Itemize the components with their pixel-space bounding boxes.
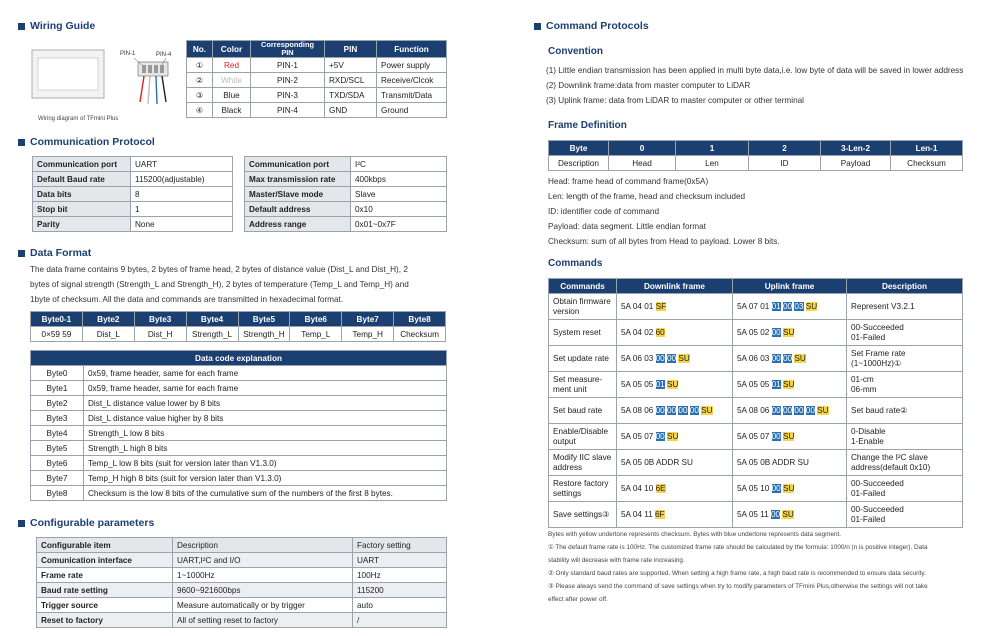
command-description: Change the I²C slave address(default 0x10) (847, 450, 963, 476)
uplink-frame: 5A 08 06 00 00 00 00 SU (733, 398, 847, 424)
downlink-frame: 5A 05 07 00 SU (617, 424, 733, 450)
uplink-frame: 5A 06 03 00 00 SU (733, 346, 847, 372)
config-heading: Configurable parameters (18, 517, 154, 529)
command-description: Set Frame rate (1~1000Hz)① (847, 346, 963, 372)
uplink-frame: 5A 05 10 00 SU (733, 476, 847, 502)
command-description: Represent V3.2.1 (847, 294, 963, 320)
comm-protocol-heading: Communication Protocol (18, 136, 155, 148)
uplink-frame: 5A 05 05 01 SU (733, 372, 847, 398)
config-table: Configurable item Description Factory setting Comunication interface UART,I²C and I/O UART Frame rate 1~1000Hz 100Hz Baud rate setting 9600~921600bps 115200 Trigger source Measure automatically or by trigger auto Reset to factory All of setting reset to factory / (36, 537, 447, 628)
uart-table: Communication port UART Default Baud rate 115200(adjustable) Data bits 8 Stop bit 1 Parity None (32, 156, 233, 232)
command-row (549, 294, 963, 320)
footnotes: Bytes with yellow undertone represents checksum. Bytes with blue undertone represents data segment. ① The default frame rate is 100Hz. The customized frame rate should be calculated by the formula: 1000/n (n is positive integer). Data stability will decrease with frame rate increasing. ② Only standard baud rates are supported. When setting a high frame rate, a high baud rate is recommended to ensure data security. ③ Please always send the command of save settings when try to modify parameters of TFmini Plus,otherwise the settings will not take effect after power off. (548, 531, 928, 603)
th-function: Function (377, 41, 447, 58)
command-row (549, 372, 963, 398)
wiring-diagram (30, 40, 180, 125)
wiring-header-row (187, 41, 447, 58)
command-row (549, 502, 963, 528)
wiring-row: ① Red PIN-1 +5V Power supply (187, 58, 447, 73)
downlink-frame: 5A 04 01 SF (617, 294, 733, 320)
command-row (549, 398, 963, 424)
th-pin: PIN (325, 41, 377, 58)
command-name: Restore factory settings (549, 476, 617, 502)
downlink-frame: 5A 04 02 60 (617, 320, 733, 346)
command-description: 00-Succeeded 01-Failed (847, 502, 963, 528)
commands-table: Commands Downlink frame Uplink frame Description Obtain firmware version 5A 04 01 SF 5A 07 01 01 00 03 SU Represent V3.2.1 System reset 5A 04 02 60 5A 05 02 00 SU 00-Succeeded 01-Failed Set update rate 5A 06 03 00 00 SU 5A 06 03 00 00 SU Set Frame rate (1~1000Hz)① Set measure- ment unit 5A 05 05 01 SU 5A 05 05 01 SU 01-cm 06-mm Set baud rate 5A 08 06 00 00 00 00 SU 5A 08 06 00 00 00 00 SU Set baud rate② Enable/Disable output 5A 05 07 00 SU 5A 05 07 00 SU 0-Disable 1-Enable Modify IIC slave address 5A 05 0B ADDR SU 5A 05 0B ADDR SU Change the I²C slave address(default 0x10) Restore factory settings 5A 04 10 6E 5A 05 10 00 SU 00-Succeeded 01-Failed Save settings③ 5A 04 11 6F 5A 05 11 00 SU 00-Succeeded 01-Failed (548, 278, 963, 528)
command-description: 00-Succeeded 01-Failed (847, 476, 963, 502)
uplink-frame: 5A 05 0B ADDR SU (733, 450, 847, 476)
i2c-table: Communication port I²C Max transmission rate 400kbps Master/Slave mode Slave Default address 0x10 Address range 0x01~0x7F (244, 156, 447, 232)
command-name: Obtain firmware version (549, 294, 617, 320)
command-name: Enable/Disable output (549, 424, 617, 450)
data-format-text: The data frame contains 9 bytes, 2 bytes of frame head, 2 bytes of distance value (Dist_L and Dist_H), 2 bytes of signal strength (Strength_L and Strength_H), 2 bytes of temperature (Temp_L and Temp_H) and 1byte of checksum. All the data and commands are transmitted in hexadecimal format. (30, 265, 409, 304)
convention-text: (1) Little endian transmission has been applied in multi byte data,i.e. low byte of data will be saved in lower address (2) Downlink frame:data from master computer to LiDAR (3) Uplink frame: data from LiDAR to master computer or other terminal (546, 66, 964, 105)
wiring-row: ④ Black PIN-4 GND Ground (187, 103, 447, 118)
pin4-label: PIN-4 (156, 52, 172, 58)
downlink-frame: 5A 04 10 6E (617, 476, 733, 502)
command-row (549, 476, 963, 502)
downlink-frame: 5A 05 05 01 SU (617, 372, 733, 398)
command-name: Set baud rate (549, 398, 617, 424)
command-description: 0-Disable 1-Enable (847, 424, 963, 450)
command-row (549, 424, 963, 450)
frame-table: Byte 0 1 2 3-Len-2 Len-1 Description Head Len ID Payload Checksum (548, 140, 963, 171)
command-name: Modify IIC slave address (549, 450, 617, 476)
uplink-frame: 5A 05 11 00 SU (733, 502, 847, 528)
command-row (549, 346, 963, 372)
command-name: Save settings③ (549, 502, 617, 528)
uplink-frame: 5A 05 02 00 SU (733, 320, 847, 346)
data-format-heading: Data Format (18, 247, 91, 259)
command-row (549, 320, 963, 346)
data-code-table: Data code explanation Byte0 0x59, frame header, same for each frame Byte1 0x59, frame header, same for each frame Byte2 Dist_L distance value lower by 8 bits Byte3 Dist_L distance value higher by 8 bits Byte4 Strength_L low 8 bits Byte5 Strength_L high 8 bits Byte6 Temp_L low 8 bits (suit for version later than V1.3.0) Byte7 Temp_H high 8 bits (suit for version later than V1.3.0) Byte8 Checksum is the low 8 bits of the cumulative sum of the numbers of the first 8 bytes. (30, 350, 447, 501)
command-description: 00-Succeeded 01-Failed (847, 320, 963, 346)
wiring-guide-heading: Wiring Guide (18, 20, 95, 32)
byte-table: Byte0-1 Byte2 Byte3 Byte4 Byte5 Byte6 Byte7 Byte8 0×59 59 Dist_L Dist_H Strength_L Strength_H Temp_L Temp_H Checksum (30, 311, 446, 342)
frame-def-heading: Frame Definition (548, 120, 627, 131)
pin1-label: PIN-1 (120, 51, 136, 57)
command-name: Set measure- ment unit (549, 372, 617, 398)
command-name: Set update rate (549, 346, 617, 372)
wiring-table (186, 40, 447, 118)
command-protocols-heading: Command Protocols (534, 20, 649, 32)
commands-heading: Commands (548, 258, 603, 269)
command-name: System reset (549, 320, 617, 346)
command-row (549, 450, 963, 476)
wiring-row: ③ Blue PIN-3 TXD/SDA Transmit/Data (187, 88, 447, 103)
wiring-row: ② White PIN-2 RXD/SCL Receive/Clcok (187, 73, 447, 88)
uplink-frame: 5A 07 01 01 00 03 SU (733, 294, 847, 320)
th-no: No. (187, 41, 213, 58)
downlink-frame: 5A 05 0B ADDR SU (617, 450, 733, 476)
th-corr-pin: Corresponding PIN (251, 41, 325, 58)
uplink-frame: 5A 05 07 00 SU (733, 424, 847, 450)
downlink-frame: 5A 04 11 6F (617, 502, 733, 528)
downlink-frame: 5A 06 03 00 00 SU (617, 346, 733, 372)
downlink-frame: 5A 08 06 00 00 00 00 SU (617, 398, 733, 424)
command-description: 01-cm 06-mm (847, 372, 963, 398)
th-color: Color (213, 41, 251, 58)
frame-notes: Head: frame head of command frame(0x5A) Len: length of the frame, head and checksum included ID: identifier code of command Payload: data segment. Little endian format Checksum: sum of all bytes from Head to payload. Lower 8 bits. (548, 177, 780, 246)
data-code-title: Data code explanation (31, 351, 447, 366)
diagram-caption: Wiring diagram of TFmini Plus (38, 116, 119, 122)
convention-heading: Convention (548, 46, 603, 57)
command-description: Set baud rate② (847, 398, 963, 424)
